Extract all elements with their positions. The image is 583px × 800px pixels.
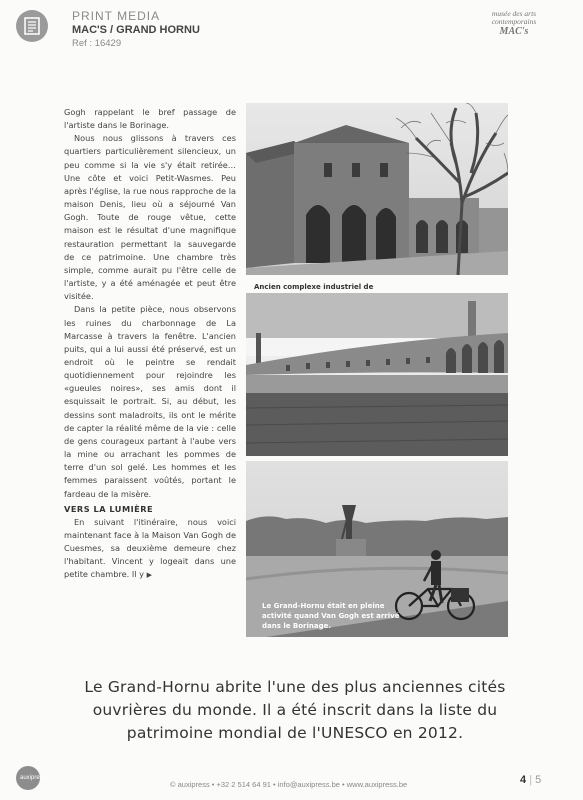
article-paragraph: Gogh rappelant le bref passage de l'artiste dans le Borinage. <box>64 107 236 131</box>
page-total: 5 <box>535 774 542 786</box>
article-paragraph-text: En suivant l'itinéraire, nous voici maintenant face à la Maison Van Gogh de Cuesmes, sa deuxième demeure chez l'habitant. Vincent y logeait dans une petite chambre. Il y <box>64 516 236 580</box>
photo-grand-hornu-courtyard <box>246 293 508 456</box>
document-icon <box>16 10 48 42</box>
article-paragraph-last <box>64 516 236 583</box>
document-title: MAC'S / GRAND HORNU <box>72 24 200 36</box>
photo-grand-hornu-building <box>246 103 508 275</box>
logo-line-3: MAC's <box>499 26 529 37</box>
media-category: PRINT MEDIA <box>72 9 161 23</box>
page-number <box>520 774 541 786</box>
page-separator: | <box>529 774 533 786</box>
logo-line-2: contemporains <box>491 17 537 26</box>
article-column <box>64 106 236 583</box>
article-subheading: VERS LA LUMIÈRE <box>64 503 154 514</box>
footer-contact: © auxipress • +32 2 514 64 91 • info@auxipress.be • www.auxipress.be <box>170 780 408 789</box>
document-ref: Ref : 16429 <box>72 38 122 49</box>
macs-logo <box>469 10 559 38</box>
pull-quote: Le Grand-Hornu abrite l'une des plus anciennes cités ouvrières du monde. Il a été inscrit dans la liste du patrimoine mondial de l'UNESCO en 2012. <box>84 678 506 742</box>
article-paragraph: Dans la petite pièce, nous observons les ruines du charbonnage de La Marcasse à travers la fenêtre. L'ancien puits, qui a lui aussi été préservé, est un endroit où le peintre se rendait quotidiennement pour rejoindre les «gueules noires», ses amis dont il esquissait le portrait. Si, au début, les dessins sont maladroits, ils ont le mérite de capter la réalité même de la vie : celle de gens courageux partant à l'aube vers la mine ou arrachant les pommes de terre d'un sol gelé. Les hommes et les femmes paraissent voûtés, portant le fardeau de la misère. <box>64 304 236 499</box>
logo-line-1: musée des arts <box>491 9 537 18</box>
footer-brand: auxipress <box>20 775 46 781</box>
page-current: 4 <box>520 774 527 786</box>
continue-arrow-icon: ▶ <box>146 571 153 580</box>
photo-caption-3: Le Grand-Hornu était en pleine activité quand Van Gogh est arrivé dans le Borinage. <box>262 602 400 630</box>
article-paragraph: Nous nous glissons à travers ces quartiers particulièrement silencieux, un peu comme si la vie s'y était retirée… Une côte et voici Petit-Wasmes. Peu après l'église, la rue nous rapproche de la maison Denis, lieu où a séjourné Van Gogh. Toute de rouge vêtue, cette maison est le résultat d'une magnifique restauration permettant la sauvegarde de ce patrimoine. Une chambre très simple, comme aurait pu l'être celle de l'artiste, y a été aménagée et peut être visitée. <box>64 133 236 302</box>
photo-caption-1: Ancien complexe industriel de <box>254 283 374 291</box>
